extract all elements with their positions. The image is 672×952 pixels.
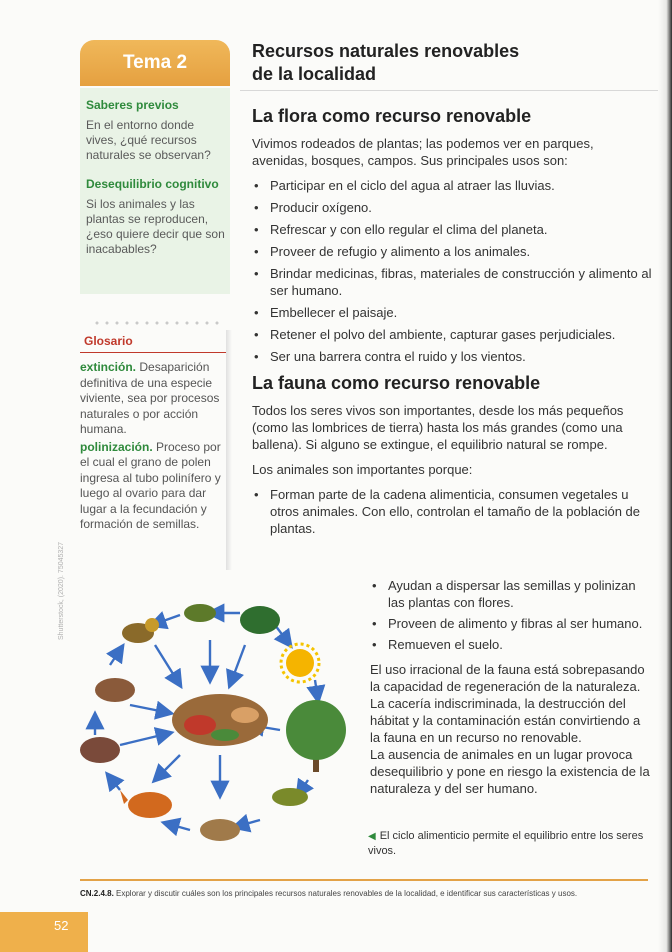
fauna-reasons-right bbox=[370, 577, 652, 653]
rabbit-icon bbox=[95, 678, 135, 702]
flora-heading: La flora como recurso renovable bbox=[252, 106, 532, 126]
fauna-intro: Todos los seres vivos son importantes, desde los más pequeños (como las lombrices de tierra) hasta los más grandes (como una ballena). Si alguno se extingue, el equilibrio natural se rompe. bbox=[252, 403, 624, 452]
caption-arrow-icon: ◀ bbox=[368, 831, 376, 842]
glosario-rule bbox=[80, 352, 232, 353]
bird-icon bbox=[122, 618, 159, 643]
tree-icon bbox=[286, 700, 346, 772]
list-item: • Producir oxígeno. bbox=[252, 199, 652, 216]
glossary bbox=[80, 360, 228, 535]
fauna-reason-intro: Los animales son importantes porque: bbox=[252, 462, 473, 477]
tema-tab: Tema 2 bbox=[80, 40, 230, 86]
grass-icon bbox=[184, 604, 216, 622]
list-item: • Embellecer el paisaje. bbox=[252, 304, 652, 321]
page-edge-shadow bbox=[658, 0, 672, 952]
figure-caption bbox=[368, 829, 658, 859]
fauna-right-column bbox=[370, 577, 652, 797]
plant-icon bbox=[240, 606, 280, 634]
fauna-heading: La fauna como recurso renovable bbox=[252, 373, 541, 393]
saberes-title: Saberes previos bbox=[86, 98, 179, 112]
curriculum-code: CN.2.4.8. bbox=[80, 889, 114, 898]
main-column bbox=[252, 40, 652, 537]
desequilibrio-text: Si los animales y las plantas se reproducen, ¿eso quiere decir que son inacabables? bbox=[86, 197, 225, 256]
flora-intro: Vivimos rodeados de plantas; las podemos ver en parques, avenidas, bosques, campos. Sus principales usos son: bbox=[252, 136, 594, 168]
image-credit: Shutterstock, (2020). 75045327 bbox=[58, 541, 65, 640]
caption-text: El ciclo alimenticio permite el equilibrio entre los seres vivos. bbox=[368, 830, 644, 857]
list-item: • Proveer de refugio y alimento a los animales. bbox=[252, 243, 652, 260]
fauna-reasons-list bbox=[252, 486, 652, 537]
leaf-insect-icon bbox=[272, 788, 308, 806]
fauna-paragraph-1: El uso irracional de la fauna está sobrepasando la capacidad de regeneración de la naturaleza. La cacería indiscriminada, la destrucción del hábitat y la contaminación están convirtiendo a la fauna en un recurso no renovable. bbox=[370, 662, 645, 745]
list-item: • Participar en el ciclo del agua al atraer las lluvias. bbox=[252, 177, 652, 194]
saberes-text: En el entorno donde vives, ¿qué recursos naturales se observan? bbox=[86, 118, 211, 162]
list-item: • Ser una barrera contra el ruido y los vientos. bbox=[252, 348, 652, 365]
glossary-def: Proceso por el cual el grano de polen ingresa al tubo polinífero y luego al ovario para dar lugar a la fecundación y formación de semillas. bbox=[80, 439, 221, 531]
page-title-line1: Recursos naturales renovables bbox=[252, 41, 520, 61]
list-item: • Brindar medicinas, fibras, materiales de construcción y alimento al ser humano. bbox=[252, 265, 652, 299]
list-item: • Remueven el suelo. bbox=[370, 636, 652, 653]
fox-icon bbox=[120, 790, 172, 818]
glossary-term: extinción. bbox=[80, 360, 137, 374]
saberes-box bbox=[80, 88, 230, 294]
glosario-title: Glosario bbox=[84, 334, 133, 348]
list-item: • Refrescar y con ello regular el clima del planeta. bbox=[252, 221, 652, 238]
dotted-divider bbox=[92, 320, 222, 326]
fauna-paragraph-2: La ausencia de animales en un lugar provoca desequilibrio y pone en riesgo la existencia de la naturaleza y del ser humano. bbox=[370, 747, 650, 796]
desequilibrio-title: Desequilibrio cognitivo bbox=[86, 177, 219, 191]
list-item: • Ayudan a dispersar las semillas y polinizan las plantas con flores. bbox=[370, 577, 652, 611]
glossary-term: polinización. bbox=[80, 439, 153, 454]
curriculum-text: Explorar y discutir cuáles son los principales recursos naturales renovables de la localidad, e identificar sus características y usos. bbox=[113, 889, 578, 898]
decomposers-cluster-icon bbox=[172, 694, 268, 746]
boar-icon bbox=[80, 737, 120, 763]
footer-rule bbox=[80, 879, 648, 881]
glossary-entry bbox=[80, 440, 228, 533]
food-cycle-figure bbox=[60, 585, 360, 855]
list-item: • Retener el polvo del ambiente, capturar gases perjudiciales. bbox=[252, 326, 652, 343]
list-item: • Proveen de alimento y fibras al ser humano. bbox=[370, 615, 652, 632]
glossary-entry bbox=[80, 360, 228, 438]
flora-uses-list bbox=[252, 177, 652, 365]
glossary-def: Desaparición definitiva de una especie viviente, sea por procesos naturales o por acción humana. bbox=[80, 360, 220, 436]
page-title-line2: de la localidad bbox=[252, 64, 377, 84]
list-item: • Forman parte de la cadena alimenticia, consumen vegetales u otros animales. Con ello, controlan el tamaño de la población de plantas. bbox=[252, 486, 652, 537]
sun-icon bbox=[281, 644, 319, 682]
page-number: 52 bbox=[0, 912, 88, 952]
curriculum-footer bbox=[80, 889, 577, 898]
rodent-icon bbox=[200, 819, 240, 841]
